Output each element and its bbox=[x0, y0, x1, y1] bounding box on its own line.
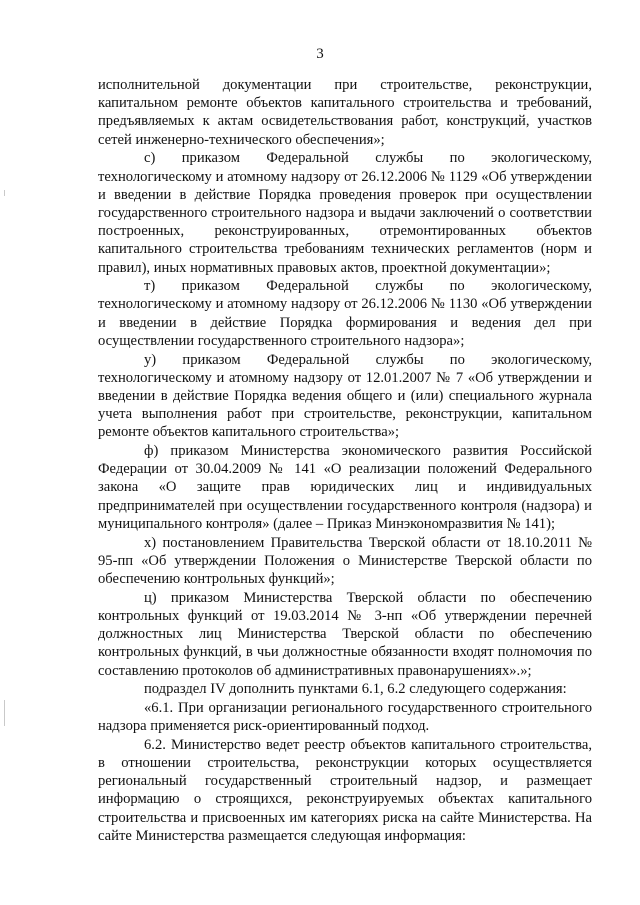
paragraph: х) постановлением Правительства Тверской области от 18.10.2011 № 95-пп «Об утверждении Положения о Министерстве Тверской области по обеспечению контрольных функций»; bbox=[98, 534, 592, 587]
page-number: 3 bbox=[316, 46, 324, 62]
paragraph: с) приказом Федеральной службы по экологическому, технологическому и атомному надзору от 26.12.2006 № 1129 «Об утверждении и введении в действие Порядка проведения проверок при осуществлении государственного строительного надзора и выдачи заключений о соответствии построенных, реконструированных, отремонтированных объектов капитального строительства требованиям технических регламентов (норм и правил), иных нормативных правовых актов, проектной документации»; bbox=[98, 150, 592, 276]
paragraph: «6.1. При организации регионального государственного строительного надзора применяется риск-ориентированный подход. bbox=[98, 699, 592, 735]
margin-mark bbox=[4, 700, 5, 726]
paragraph: исполнительной документации при строительстве, реконструкции, капитальном ремонте объектов капитального строительства и требований, предъявляемых к актам освидетельствования работ, конструкций, участков сетей инженерно-технического обеспечения»; bbox=[98, 77, 592, 148]
paragraph: подраздел IV дополнить пунктами 6.1, 6.2 следующего содержания: bbox=[144, 681, 567, 698]
paragraph: ф) приказом Министерства экономического развития Российской Федерации от 30.04.2009 № 141 «О реализации положений Федерального закона «О защите прав юридических лиц и индивидуальных предпринимателей при осуществлении государственного контроля (надзора) и муниципального контроля» (далее – Приказ Минэкономразвития № 141); bbox=[98, 443, 592, 532]
document-body bbox=[98, 76, 592, 845]
margin-mark bbox=[4, 190, 5, 196]
paragraph: т) приказом Федеральной службы по экологическому, технологическому и атомному надзору от 26.12.2006 № 1130 «Об утверждении и введении в действие Порядка формирования и ведения дел при осуществлении государственного строительного надзора»; bbox=[98, 278, 592, 349]
paragraph: ц) приказом Министерства Тверской области по обеспечению контрольных функций от 19.03.2014 № 3-нп «Об утверждении перечней должностных лиц Министерства Тверской области по обеспечению контрольных функций, в чьи должностные обязанности входят полномочия по составлению протоколов об административных правонарушениях».»; bbox=[98, 589, 592, 679]
paragraph: у) приказом Федеральной службы по экологическому, технологическому и атомному надзору от 12.01.2007 № 7 «Об утверждении и введении в действие Порядка ведения общего и (или) специального журнала учета выполнения работ при строительстве, реконструкции, капитальном ремонте объектов капитального строительства»; bbox=[98, 351, 592, 441]
paragraph: 6.2. Министерство ведет реестр объектов капитального строительства, в отношении строительства, реконструкции которых осуществляется региональный государственный строительный надзор, и размещает информацию о строящихся, реконструируемых объектах капитального строительства и присвоенных им категориях риска на сайте Министерства. На сайте Министерства размещается следующая информация: bbox=[98, 736, 592, 844]
